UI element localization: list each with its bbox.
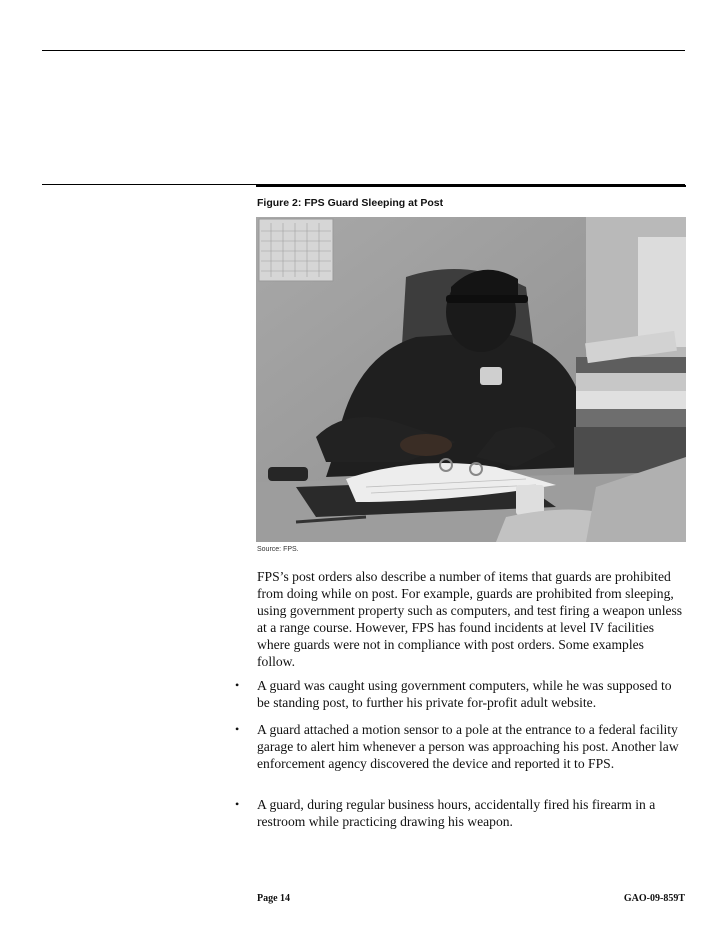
document-id: GAO-09-859T: [623, 893, 685, 904]
figure-title: Figure 2: FPS Guard Sleeping at Post: [257, 197, 444, 209]
bullet-text: A guard attached a motion sensor to a pole at the entrance to a federal facility garage to alert him whenever a person was approaching his post. Another law enforcement agency discovered the device and reported it to FPS.: [257, 722, 679, 771]
page-number: Page 14: [257, 893, 291, 904]
bullet-icon: •: [235, 722, 240, 736]
figure-source: Source: FPS.: [257, 546, 299, 553]
bullet-item: [235, 721, 685, 772]
figure-rule: [256, 185, 686, 187]
bullet-icon: •: [235, 678, 240, 692]
bullet-item: [235, 796, 685, 830]
body-paragraph: FPS’s post orders also describe a number of items that guards are prohibited from doing while on post. For example, guards are prohibited from sleeping, using government property such as computers, and test firing a weapon unless at a range course. However, FPS has found incidents at level IV facilities where guards were not in compliance with post orders. Some examples follow.: [257, 569, 683, 669]
bullet-text: A guard was caught using government computers, while he was supposed to be standing post, to further his private for-profit adult website.: [257, 678, 672, 710]
bullet-item: [235, 677, 685, 711]
top-rule: [42, 50, 685, 51]
figure-photo: [256, 217, 686, 542]
bullet-icon: •: [235, 797, 240, 811]
bullet-text: A guard, during regular business hours, accidentally fired his firearm in a restroom while practicing drawing his weapon.: [257, 797, 656, 829]
